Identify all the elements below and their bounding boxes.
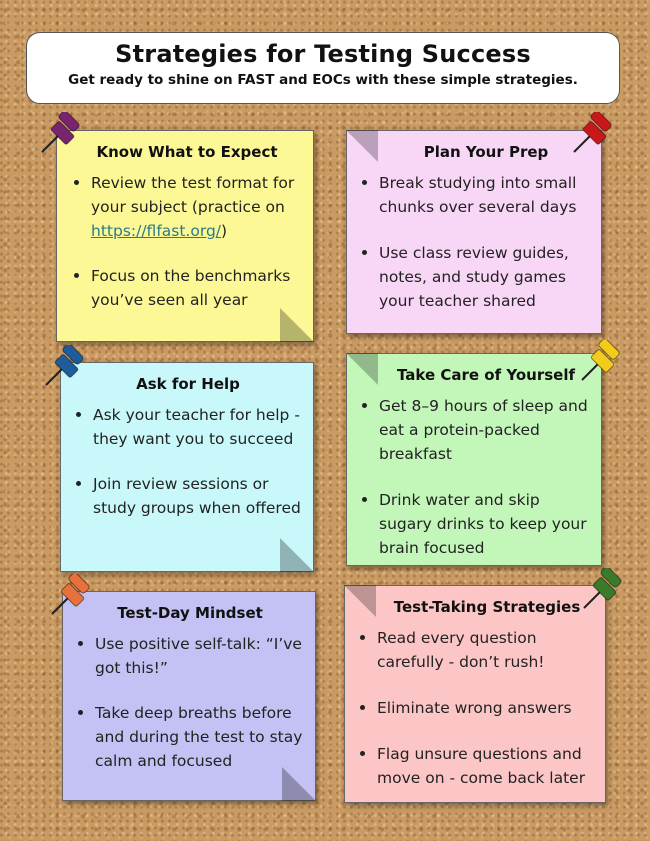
header-banner: [26, 32, 620, 104]
list-item: • Break studying into small chunks over several days: [379, 171, 591, 219]
note-test-taking-strategies: [344, 585, 606, 803]
page-subtitle: Get ready to shine on FAST and EOCs with these simple strategies.: [68, 72, 578, 88]
list-item: • Eliminate wrong answers: [377, 696, 595, 720]
note-list: [357, 626, 595, 790]
pushpin-icon: [40, 345, 86, 391]
pin-shape: [574, 112, 612, 152]
flfast-link[interactable]: https://flfast.org/: [91, 222, 222, 240]
pin-shape: [52, 574, 90, 614]
pin-shape: [584, 568, 622, 608]
pushpin-icon: [578, 568, 624, 614]
page-title: Strategies for Testing Success: [115, 40, 531, 68]
note-list: [359, 394, 591, 560]
list-item: • Review the test format for your subject (practice on https://flfast.org/): [91, 171, 303, 243]
list-item: • Get 8–9 hours of sleep and eat a protein-packed breakfast: [379, 394, 591, 466]
list-item: • Drink water and skip sugary drinks to keep your brain focused: [379, 488, 591, 560]
list-item: • Join review sessions or study groups when offered: [93, 472, 303, 520]
note-list: [359, 171, 591, 313]
note-list: [75, 632, 305, 773]
note-title: Know What to Expect: [96, 143, 278, 161]
page-curl: [280, 538, 314, 572]
page-curl: [280, 308, 314, 342]
list-item: • Use class review guides, notes, and study games your teacher shared: [379, 241, 591, 313]
note-test-day-mindset: [62, 591, 316, 801]
page-curl: [282, 767, 316, 801]
note-title: Plan Your Prep: [423, 143, 549, 161]
pushpin-icon: [568, 112, 614, 158]
list-item: • Focus on the benchmarks you’ve seen all year: [91, 264, 303, 312]
note-know-what-to-expect: [56, 130, 314, 342]
note-title: Test-Taking Strategies: [393, 598, 581, 616]
pushpin-icon: [36, 112, 82, 158]
note-title: Take Care of Yourself: [396, 366, 575, 384]
list-item: • Use positive self-talk: “I’ve got this!”: [95, 632, 305, 680]
page-fold: [346, 353, 378, 385]
list-item: • Take deep breaths before and during the test to stay calm and focused: [95, 701, 305, 773]
list-item: • Read every question carefully - don’t rush!: [377, 626, 595, 674]
note-list: [71, 171, 303, 312]
page-fold: [346, 130, 378, 162]
pin-shape: [582, 340, 620, 380]
pushpin-icon: [576, 340, 622, 386]
note-list: [73, 403, 303, 520]
note-title: Test-Day Mindset: [117, 604, 263, 622]
note-ask-for-help: [60, 362, 314, 572]
note-take-care-of-yourself: [346, 353, 602, 566]
pin-shape: [46, 345, 84, 385]
list-item: • Ask your teacher for help - they want you to succeed: [93, 403, 303, 451]
pin-shape: [42, 112, 80, 152]
page-fold: [344, 585, 376, 617]
pushpin-icon: [46, 574, 92, 620]
list-item: • Flag unsure questions and move on - come back later: [377, 742, 595, 790]
note-plan-your-prep: [346, 130, 602, 334]
note-title: Ask for Help: [136, 375, 240, 393]
